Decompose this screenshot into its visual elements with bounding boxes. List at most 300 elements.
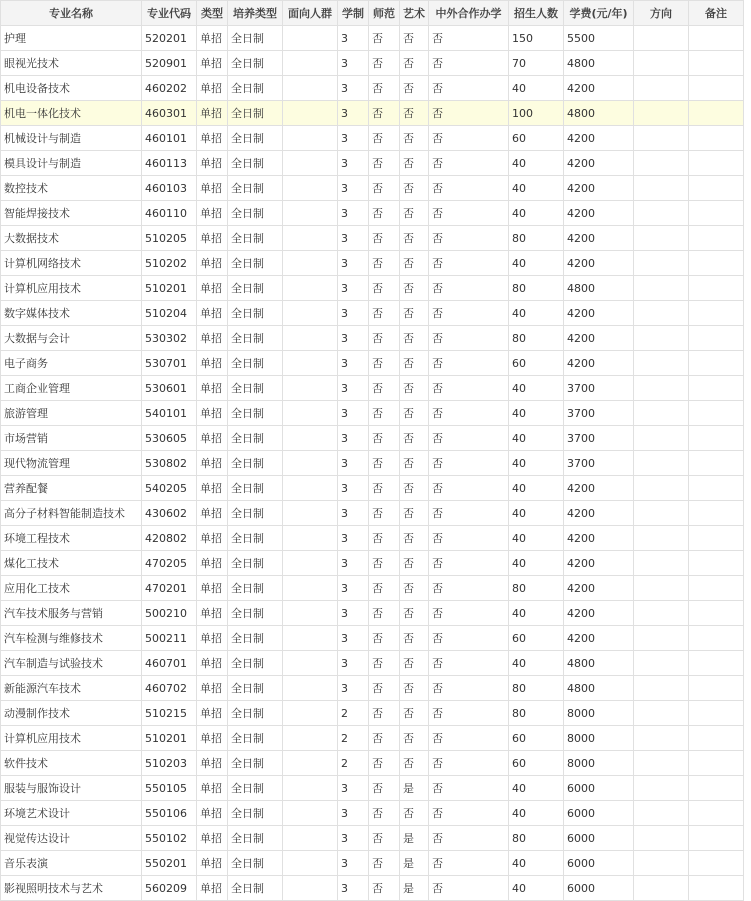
cell-duration: 3 bbox=[338, 526, 369, 551]
cell-tuition: 4200 bbox=[564, 551, 634, 576]
cell-sino-foreign: 否 bbox=[429, 401, 509, 426]
column-header-direction[interactable]: 方向 bbox=[634, 1, 689, 26]
cell-remarks bbox=[689, 201, 744, 226]
cell-normal-school: 否 bbox=[369, 451, 400, 476]
cell-major-code: 510204 bbox=[142, 301, 197, 326]
table-body bbox=[1, 26, 744, 901]
table-row[interactable] bbox=[1, 726, 744, 751]
cell-target-group bbox=[283, 801, 338, 826]
table-row[interactable] bbox=[1, 676, 744, 701]
cell-art: 否 bbox=[400, 76, 429, 101]
cell-art: 否 bbox=[400, 251, 429, 276]
cell-target-group bbox=[283, 526, 338, 551]
cell-type: 单招 bbox=[197, 376, 228, 401]
cell-major-code: 550106 bbox=[142, 801, 197, 826]
cell-art: 否 bbox=[400, 576, 429, 601]
cell-enrollment: 40 bbox=[509, 151, 564, 176]
cell-major-name: 旅游管理 bbox=[1, 401, 142, 426]
cell-direction bbox=[634, 376, 689, 401]
column-header-tuition[interactable]: 学费(元/年) bbox=[564, 1, 634, 26]
table-row[interactable] bbox=[1, 101, 744, 126]
cell-remarks bbox=[689, 526, 744, 551]
table-row[interactable] bbox=[1, 301, 744, 326]
cell-target-group bbox=[283, 276, 338, 301]
cell-type: 单招 bbox=[197, 426, 228, 451]
cell-direction bbox=[634, 51, 689, 76]
cell-type: 单招 bbox=[197, 51, 228, 76]
cell-type: 单招 bbox=[197, 101, 228, 126]
cell-direction bbox=[634, 451, 689, 476]
cell-sino-foreign: 否 bbox=[429, 851, 509, 876]
cell-art: 否 bbox=[400, 751, 429, 776]
table-row[interactable] bbox=[1, 376, 744, 401]
cell-duration: 3 bbox=[338, 676, 369, 701]
cell-direction bbox=[634, 276, 689, 301]
cell-duration: 3 bbox=[338, 851, 369, 876]
cell-major-code: 530802 bbox=[142, 451, 197, 476]
cell-training-type: 全日制 bbox=[228, 851, 283, 876]
cell-remarks bbox=[689, 376, 744, 401]
cell-target-group bbox=[283, 26, 338, 51]
cell-tuition: 4200 bbox=[564, 301, 634, 326]
cell-target-group bbox=[283, 126, 338, 151]
cell-major-code: 470201 bbox=[142, 576, 197, 601]
cell-art: 否 bbox=[400, 151, 429, 176]
cell-major-code: 460103 bbox=[142, 176, 197, 201]
cell-major-name: 动漫制作技术 bbox=[1, 701, 142, 726]
cell-type: 单招 bbox=[197, 226, 228, 251]
cell-major-code: 510202 bbox=[142, 251, 197, 276]
table-row[interactable] bbox=[1, 826, 744, 851]
cell-normal-school: 否 bbox=[369, 851, 400, 876]
cell-art: 否 bbox=[400, 801, 429, 826]
cell-normal-school: 否 bbox=[369, 801, 400, 826]
cell-tuition: 4200 bbox=[564, 501, 634, 526]
cell-type: 单招 bbox=[197, 876, 228, 901]
cell-training-type: 全日制 bbox=[228, 326, 283, 351]
cell-tuition: 6000 bbox=[564, 776, 634, 801]
cell-tuition: 4200 bbox=[564, 76, 634, 101]
cell-duration: 3 bbox=[338, 601, 369, 626]
cell-normal-school: 否 bbox=[369, 751, 400, 776]
cell-art: 否 bbox=[400, 126, 429, 151]
cell-major-name: 计算机应用技术 bbox=[1, 726, 142, 751]
column-header-enrollment[interactable]: 招生人数 bbox=[509, 1, 564, 26]
cell-sino-foreign: 否 bbox=[429, 626, 509, 651]
cell-art: 是 bbox=[400, 876, 429, 901]
cell-type: 单招 bbox=[197, 151, 228, 176]
cell-major-code: 460301 bbox=[142, 101, 197, 126]
cell-tuition: 3700 bbox=[564, 376, 634, 401]
cell-duration: 3 bbox=[338, 876, 369, 901]
cell-major-name: 现代物流管理 bbox=[1, 451, 142, 476]
cell-enrollment: 40 bbox=[509, 851, 564, 876]
cell-type: 单招 bbox=[197, 251, 228, 276]
cell-remarks bbox=[689, 76, 744, 101]
cell-training-type: 全日制 bbox=[228, 51, 283, 76]
cell-major-name: 眼视光技术 bbox=[1, 51, 142, 76]
table-row[interactable] bbox=[1, 701, 744, 726]
cell-major-code: 530302 bbox=[142, 326, 197, 351]
table-row[interactable] bbox=[1, 126, 744, 151]
table-row[interactable] bbox=[1, 776, 744, 801]
cell-sino-foreign: 否 bbox=[429, 26, 509, 51]
cell-direction bbox=[634, 726, 689, 751]
column-header-normal-school[interactable]: 师范 bbox=[369, 1, 400, 26]
cell-remarks bbox=[689, 726, 744, 751]
cell-enrollment: 60 bbox=[509, 626, 564, 651]
column-header-duration[interactable]: 学制 bbox=[338, 1, 369, 26]
cell-sino-foreign: 否 bbox=[429, 876, 509, 901]
cell-normal-school: 否 bbox=[369, 676, 400, 701]
cell-type: 单招 bbox=[197, 476, 228, 501]
cell-remarks bbox=[689, 226, 744, 251]
cell-tuition: 4200 bbox=[564, 226, 634, 251]
cell-training-type: 全日制 bbox=[228, 301, 283, 326]
cell-type: 单招 bbox=[197, 526, 228, 551]
cell-remarks bbox=[689, 501, 744, 526]
cell-direction bbox=[634, 576, 689, 601]
cell-enrollment: 100 bbox=[509, 101, 564, 126]
table-row[interactable] bbox=[1, 526, 744, 551]
cell-direction bbox=[634, 226, 689, 251]
table-row[interactable] bbox=[1, 351, 744, 376]
cell-major-code: 520901 bbox=[142, 51, 197, 76]
cell-target-group bbox=[283, 151, 338, 176]
column-header-target-group[interactable]: 面向人群 bbox=[283, 1, 338, 26]
column-header-major-name[interactable]: 专业名称 bbox=[1, 1, 142, 26]
cell-sino-foreign: 否 bbox=[429, 576, 509, 601]
cell-art: 否 bbox=[400, 426, 429, 451]
cell-art: 是 bbox=[400, 851, 429, 876]
cell-direction bbox=[634, 601, 689, 626]
cell-type: 单招 bbox=[197, 551, 228, 576]
cell-duration: 3 bbox=[338, 151, 369, 176]
cell-art: 否 bbox=[400, 26, 429, 51]
cell-direction bbox=[634, 251, 689, 276]
table-row[interactable] bbox=[1, 51, 744, 76]
cell-major-name: 护理 bbox=[1, 26, 142, 51]
cell-training-type: 全日制 bbox=[228, 401, 283, 426]
cell-direction bbox=[634, 876, 689, 901]
cell-enrollment: 40 bbox=[509, 651, 564, 676]
cell-normal-school: 否 bbox=[369, 426, 400, 451]
cell-target-group bbox=[283, 451, 338, 476]
cell-direction bbox=[634, 301, 689, 326]
cell-major-code: 530605 bbox=[142, 426, 197, 451]
cell-normal-school: 否 bbox=[369, 151, 400, 176]
cell-remarks bbox=[689, 826, 744, 851]
cell-tuition: 4200 bbox=[564, 326, 634, 351]
table-row[interactable] bbox=[1, 651, 744, 676]
cell-tuition: 4200 bbox=[564, 176, 634, 201]
cell-enrollment: 40 bbox=[509, 201, 564, 226]
cell-major-name: 大数据与会计 bbox=[1, 326, 142, 351]
cell-art: 否 bbox=[400, 676, 429, 701]
cell-normal-school: 否 bbox=[369, 576, 400, 601]
column-header-art[interactable]: 艺术 bbox=[400, 1, 429, 26]
cell-type: 单招 bbox=[197, 601, 228, 626]
cell-enrollment: 60 bbox=[509, 726, 564, 751]
table-row[interactable] bbox=[1, 476, 744, 501]
cell-sino-foreign: 否 bbox=[429, 376, 509, 401]
cell-duration: 3 bbox=[338, 801, 369, 826]
cell-target-group bbox=[283, 676, 338, 701]
cell-sino-foreign: 否 bbox=[429, 701, 509, 726]
cell-target-group bbox=[283, 826, 338, 851]
table-row[interactable] bbox=[1, 451, 744, 476]
cell-remarks bbox=[689, 801, 744, 826]
cell-target-group bbox=[283, 776, 338, 801]
cell-normal-school: 否 bbox=[369, 226, 400, 251]
table-row[interactable] bbox=[1, 601, 744, 626]
cell-major-code: 520201 bbox=[142, 26, 197, 51]
cell-duration: 3 bbox=[338, 26, 369, 51]
cell-direction bbox=[634, 326, 689, 351]
cell-sino-foreign: 否 bbox=[429, 501, 509, 526]
cell-target-group bbox=[283, 576, 338, 601]
cell-sino-foreign: 否 bbox=[429, 476, 509, 501]
table-row[interactable] bbox=[1, 576, 744, 601]
cell-normal-school: 否 bbox=[369, 526, 400, 551]
cell-duration: 3 bbox=[338, 776, 369, 801]
cell-type: 单招 bbox=[197, 26, 228, 51]
cell-enrollment: 80 bbox=[509, 326, 564, 351]
cell-duration: 2 bbox=[338, 751, 369, 776]
cell-type: 单招 bbox=[197, 801, 228, 826]
cell-duration: 3 bbox=[338, 126, 369, 151]
cell-remarks bbox=[689, 301, 744, 326]
cell-direction bbox=[634, 401, 689, 426]
cell-normal-school: 否 bbox=[369, 276, 400, 301]
cell-major-name: 汽车制造与试验技术 bbox=[1, 651, 142, 676]
table-row[interactable] bbox=[1, 151, 744, 176]
cell-remarks bbox=[689, 101, 744, 126]
cell-direction bbox=[634, 826, 689, 851]
cell-art: 是 bbox=[400, 826, 429, 851]
cell-target-group bbox=[283, 751, 338, 776]
cell-type: 单招 bbox=[197, 751, 228, 776]
cell-type: 单招 bbox=[197, 826, 228, 851]
table-row[interactable] bbox=[1, 176, 744, 201]
cell-duration: 3 bbox=[338, 826, 369, 851]
cell-major-code: 460702 bbox=[142, 676, 197, 701]
cell-sino-foreign: 否 bbox=[429, 526, 509, 551]
cell-direction bbox=[634, 801, 689, 826]
cell-training-type: 全日制 bbox=[228, 101, 283, 126]
cell-target-group bbox=[283, 226, 338, 251]
cell-direction bbox=[634, 201, 689, 226]
cell-enrollment: 80 bbox=[509, 701, 564, 726]
cell-sino-foreign: 否 bbox=[429, 351, 509, 376]
header-row bbox=[1, 1, 744, 26]
cell-major-name: 环境艺术设计 bbox=[1, 801, 142, 826]
cell-art: 否 bbox=[400, 726, 429, 751]
table-row[interactable] bbox=[1, 276, 744, 301]
cell-art: 否 bbox=[400, 301, 429, 326]
cell-major-name: 环境工程技术 bbox=[1, 526, 142, 551]
cell-normal-school: 否 bbox=[369, 176, 400, 201]
cell-sino-foreign: 否 bbox=[429, 776, 509, 801]
cell-enrollment: 40 bbox=[509, 251, 564, 276]
cell-art: 是 bbox=[400, 776, 429, 801]
cell-type: 单招 bbox=[197, 501, 228, 526]
cell-normal-school: 否 bbox=[369, 76, 400, 101]
cell-major-code: 550102 bbox=[142, 826, 197, 851]
cell-training-type: 全日制 bbox=[228, 601, 283, 626]
cell-target-group bbox=[283, 251, 338, 276]
cell-tuition: 4200 bbox=[564, 126, 634, 151]
cell-duration: 3 bbox=[338, 101, 369, 126]
cell-major-name: 大数据技术 bbox=[1, 226, 142, 251]
cell-training-type: 全日制 bbox=[228, 226, 283, 251]
cell-training-type: 全日制 bbox=[228, 826, 283, 851]
cell-training-type: 全日制 bbox=[228, 76, 283, 101]
table-row[interactable] bbox=[1, 201, 744, 226]
table-row[interactable] bbox=[1, 226, 744, 251]
cell-sino-foreign: 否 bbox=[429, 601, 509, 626]
cell-normal-school: 否 bbox=[369, 551, 400, 576]
cell-direction bbox=[634, 126, 689, 151]
table-row[interactable] bbox=[1, 26, 744, 51]
cell-sino-foreign: 否 bbox=[429, 126, 509, 151]
cell-art: 否 bbox=[400, 401, 429, 426]
table-row[interactable] bbox=[1, 501, 744, 526]
cell-art: 否 bbox=[400, 476, 429, 501]
table-row[interactable] bbox=[1, 76, 744, 101]
cell-major-name: 影视照明技术与艺术 bbox=[1, 876, 142, 901]
cell-major-name: 计算机应用技术 bbox=[1, 276, 142, 301]
cell-training-type: 全日制 bbox=[228, 651, 283, 676]
column-header-sino-foreign[interactable]: 中外合作办学 bbox=[429, 1, 509, 26]
cell-sino-foreign: 否 bbox=[429, 451, 509, 476]
cell-tuition: 4200 bbox=[564, 151, 634, 176]
cell-enrollment: 80 bbox=[509, 276, 564, 301]
cell-tuition: 4200 bbox=[564, 251, 634, 276]
cell-tuition: 5500 bbox=[564, 26, 634, 51]
cell-target-group bbox=[283, 351, 338, 376]
cell-remarks bbox=[689, 251, 744, 276]
cell-major-code: 510201 bbox=[142, 276, 197, 301]
cell-art: 否 bbox=[400, 351, 429, 376]
cell-duration: 3 bbox=[338, 276, 369, 301]
table-row[interactable] bbox=[1, 401, 744, 426]
table-row[interactable] bbox=[1, 851, 744, 876]
cell-remarks bbox=[689, 776, 744, 801]
cell-training-type: 全日制 bbox=[228, 476, 283, 501]
cell-major-code: 460110 bbox=[142, 201, 197, 226]
cell-training-type: 全日制 bbox=[228, 776, 283, 801]
cell-remarks bbox=[689, 476, 744, 501]
cell-duration: 2 bbox=[338, 726, 369, 751]
cell-normal-school: 否 bbox=[369, 126, 400, 151]
cell-major-code: 540205 bbox=[142, 476, 197, 501]
cell-direction bbox=[634, 626, 689, 651]
cell-type: 单招 bbox=[197, 701, 228, 726]
table-row[interactable] bbox=[1, 876, 744, 901]
cell-target-group bbox=[283, 726, 338, 751]
cell-remarks bbox=[689, 676, 744, 701]
table-row[interactable] bbox=[1, 626, 744, 651]
cell-enrollment: 80 bbox=[509, 576, 564, 601]
table-row[interactable] bbox=[1, 751, 744, 776]
cell-type: 单招 bbox=[197, 176, 228, 201]
cell-art: 否 bbox=[400, 176, 429, 201]
cell-sino-foreign: 否 bbox=[429, 826, 509, 851]
cell-normal-school: 否 bbox=[369, 876, 400, 901]
cell-tuition: 4800 bbox=[564, 276, 634, 301]
cell-sino-foreign: 否 bbox=[429, 251, 509, 276]
cell-normal-school: 否 bbox=[369, 326, 400, 351]
cell-normal-school: 否 bbox=[369, 701, 400, 726]
cell-enrollment: 80 bbox=[509, 826, 564, 851]
cell-art: 否 bbox=[400, 101, 429, 126]
cell-type: 单招 bbox=[197, 776, 228, 801]
cell-type: 单招 bbox=[197, 201, 228, 226]
cell-remarks bbox=[689, 276, 744, 301]
table-row[interactable] bbox=[1, 801, 744, 826]
table-header bbox=[1, 1, 744, 26]
cell-art: 否 bbox=[400, 201, 429, 226]
cell-enrollment: 60 bbox=[509, 351, 564, 376]
table-row[interactable] bbox=[1, 426, 744, 451]
cell-type: 单招 bbox=[197, 651, 228, 676]
cell-target-group bbox=[283, 851, 338, 876]
cell-art: 否 bbox=[400, 501, 429, 526]
column-header-training-type[interactable]: 培养类型 bbox=[228, 1, 283, 26]
cell-duration: 3 bbox=[338, 176, 369, 201]
column-header-type[interactable]: 类型 bbox=[197, 1, 228, 26]
cell-major-name: 机械设计与制造 bbox=[1, 126, 142, 151]
cell-duration: 3 bbox=[338, 551, 369, 576]
cell-type: 单招 bbox=[197, 626, 228, 651]
cell-duration: 2 bbox=[338, 701, 369, 726]
cell-major-name: 服装与服饰设计 bbox=[1, 776, 142, 801]
cell-normal-school: 否 bbox=[369, 201, 400, 226]
cell-direction bbox=[634, 426, 689, 451]
cell-sino-foreign: 否 bbox=[429, 726, 509, 751]
table-row[interactable] bbox=[1, 551, 744, 576]
cell-art: 否 bbox=[400, 51, 429, 76]
cell-duration: 3 bbox=[338, 376, 369, 401]
cell-sino-foreign: 否 bbox=[429, 226, 509, 251]
table-row[interactable] bbox=[1, 251, 744, 276]
cell-major-name: 软件技术 bbox=[1, 751, 142, 776]
cell-tuition: 4800 bbox=[564, 51, 634, 76]
cell-duration: 3 bbox=[338, 251, 369, 276]
cell-normal-school: 否 bbox=[369, 101, 400, 126]
cell-direction bbox=[634, 526, 689, 551]
cell-remarks bbox=[689, 576, 744, 601]
cell-training-type: 全日制 bbox=[228, 26, 283, 51]
cell-duration: 3 bbox=[338, 351, 369, 376]
cell-major-code: 430602 bbox=[142, 501, 197, 526]
column-header-remarks[interactable]: 备注 bbox=[689, 1, 744, 26]
cell-tuition: 4200 bbox=[564, 576, 634, 601]
cell-remarks bbox=[689, 876, 744, 901]
cell-tuition: 8000 bbox=[564, 726, 634, 751]
column-header-major-code[interactable]: 专业代码 bbox=[142, 1, 197, 26]
cell-normal-school: 否 bbox=[369, 251, 400, 276]
cell-type: 单招 bbox=[197, 326, 228, 351]
cell-sino-foreign: 否 bbox=[429, 651, 509, 676]
cell-direction bbox=[634, 501, 689, 526]
table-row[interactable] bbox=[1, 326, 744, 351]
cell-tuition: 8000 bbox=[564, 701, 634, 726]
cell-normal-school: 否 bbox=[369, 51, 400, 76]
cell-training-type: 全日制 bbox=[228, 801, 283, 826]
cell-target-group bbox=[283, 601, 338, 626]
